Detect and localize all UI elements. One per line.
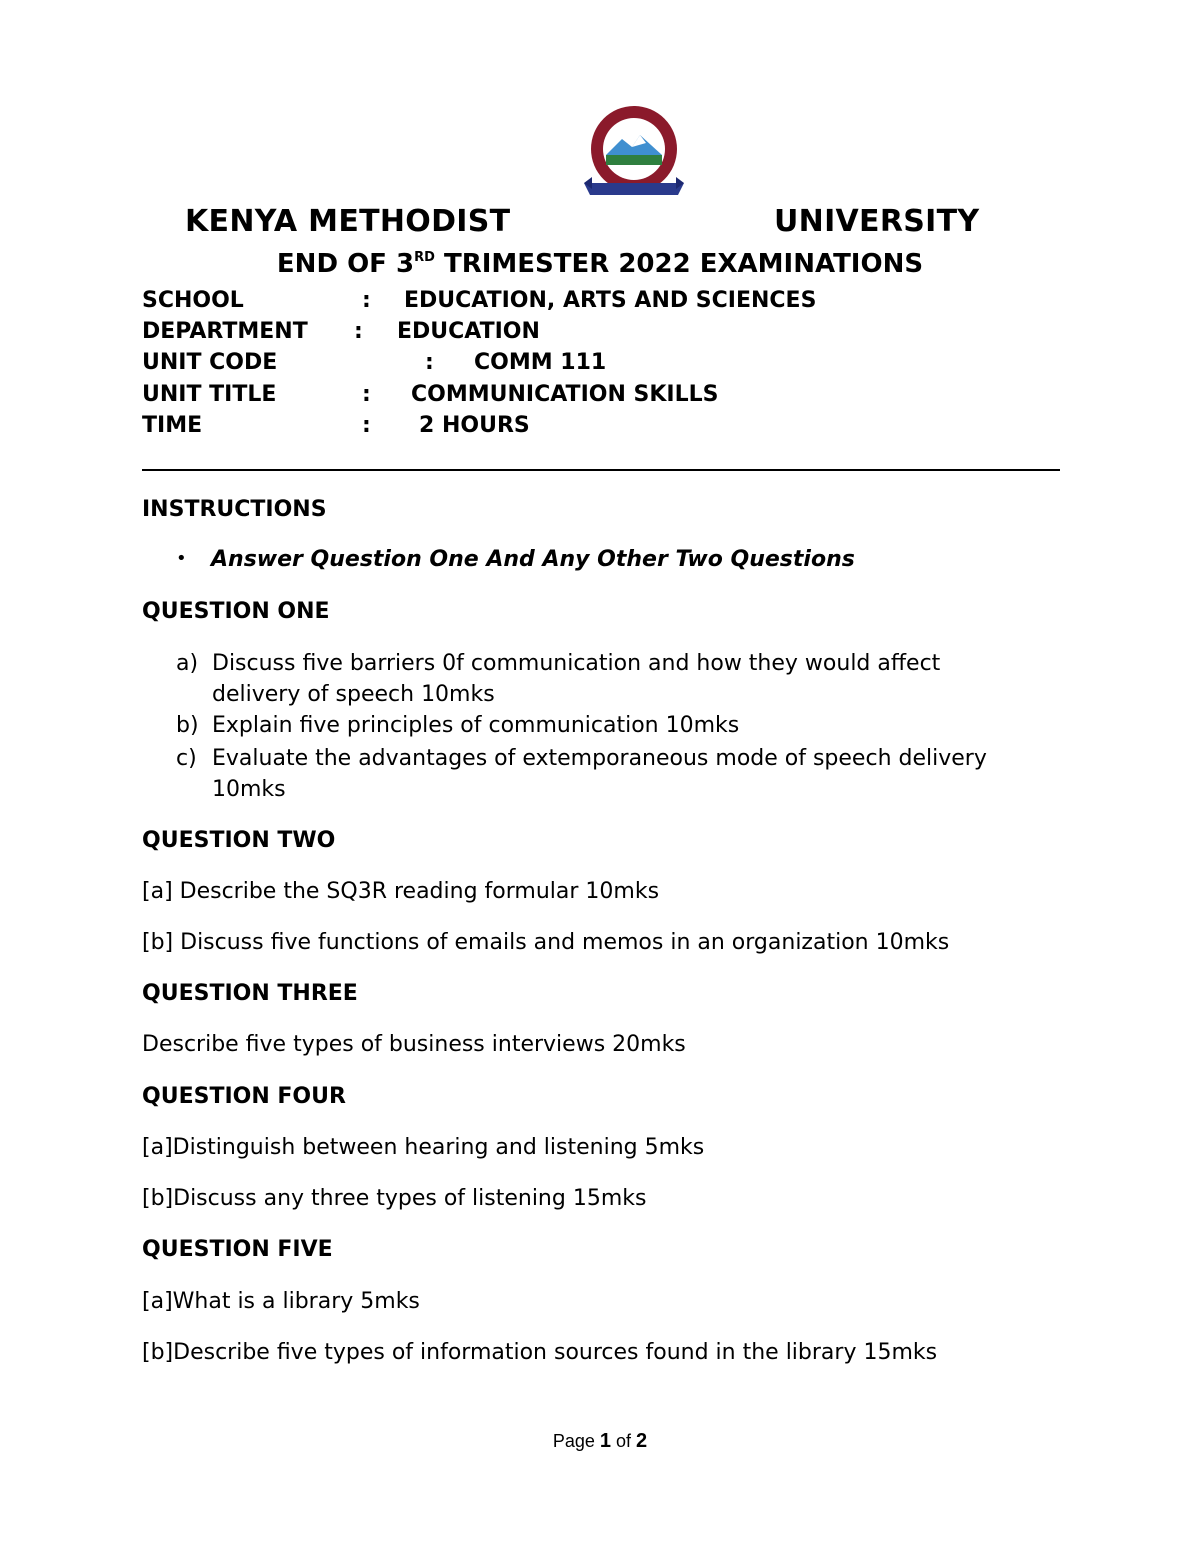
q1-item-b-line1: Explain five principles of communication 10mks (212, 713, 740, 738)
instructions-heading: INSTRUCTIONS (142, 497, 327, 522)
university-logo (582, 103, 686, 201)
info-label-unit-code: UNIT CODE (142, 350, 278, 375)
q2-part-b: [b] Discuss five functions of emails and memos in an organization 10mks (142, 930, 950, 955)
info-colon-time: : (362, 413, 371, 438)
info-colon-department: : (354, 319, 363, 344)
q1-item-c-label: c) (176, 746, 197, 771)
q5-part-b: [b]Describe five types of information sources found in the library 15mks (142, 1340, 938, 1365)
info-label-department: DEPARTMENT (142, 319, 308, 344)
instructions-text: Answer Question One And Any Other Two Questions (211, 547, 855, 572)
q3-text: Describe five types of business interviews 20mks (142, 1032, 686, 1057)
q1-item-c-line2: 10mks (212, 777, 286, 802)
bullet-icon: • (176, 548, 187, 569)
q1-item-b-label: b) (176, 713, 199, 738)
page-number: Page 1 of 2 (552, 1430, 648, 1452)
info-label-time: TIME (142, 413, 203, 438)
info-value-unit-code: COMM 111 (474, 350, 607, 375)
q1-item-a-line2: delivery of speech 10mks (212, 682, 495, 707)
q1-item-a-line1: Discuss five barriers 0f communication and how they would affect (212, 651, 941, 676)
info-value-unit-title: COMMUNICATION SKILLS (411, 382, 719, 407)
q4-part-a: [a]Distinguish between hearing and listening 5mks (142, 1135, 705, 1160)
info-value-time: 2 HOURS (419, 413, 530, 438)
question-one-heading: QUESTION ONE (142, 599, 330, 624)
question-three-heading: QUESTION THREE (142, 981, 358, 1006)
q1-item-c-line1: Evaluate the advantages of extemporaneous mode of speech delivery (212, 746, 987, 771)
exam-title: END OF 3RD TRIMESTER 2022 EXAMINATIONS (276, 249, 924, 279)
university-name-part2: UNIVERSITY (774, 204, 980, 239)
question-four-heading: QUESTION FOUR (142, 1084, 346, 1109)
info-label-unit-title: UNIT TITLE (142, 382, 277, 407)
q2-part-a: [a] Describe the SQ3R reading formular 10mks (142, 879, 660, 904)
q4-part-b: [b]Discuss any three types of listening 15mks (142, 1186, 647, 1211)
question-two-heading: QUESTION TWO (142, 828, 336, 853)
q1-item-a-label: a) (176, 651, 199, 676)
info-colon-unit-code: : (425, 350, 434, 375)
info-colon-unit-title: : (362, 382, 371, 407)
info-colon-school: : (362, 288, 371, 313)
info-value-department: EDUCATION (397, 319, 540, 344)
university-name-part1: KENYA METHODIST (185, 204, 511, 239)
info-label-school: SCHOOL (142, 288, 244, 313)
question-five-heading: QUESTION FIVE (142, 1237, 333, 1262)
header-divider (142, 469, 1060, 471)
info-value-school: EDUCATION, ARTS AND SCIENCES (404, 288, 817, 313)
q5-part-a: [a]What is a library 5mks (142, 1289, 420, 1314)
